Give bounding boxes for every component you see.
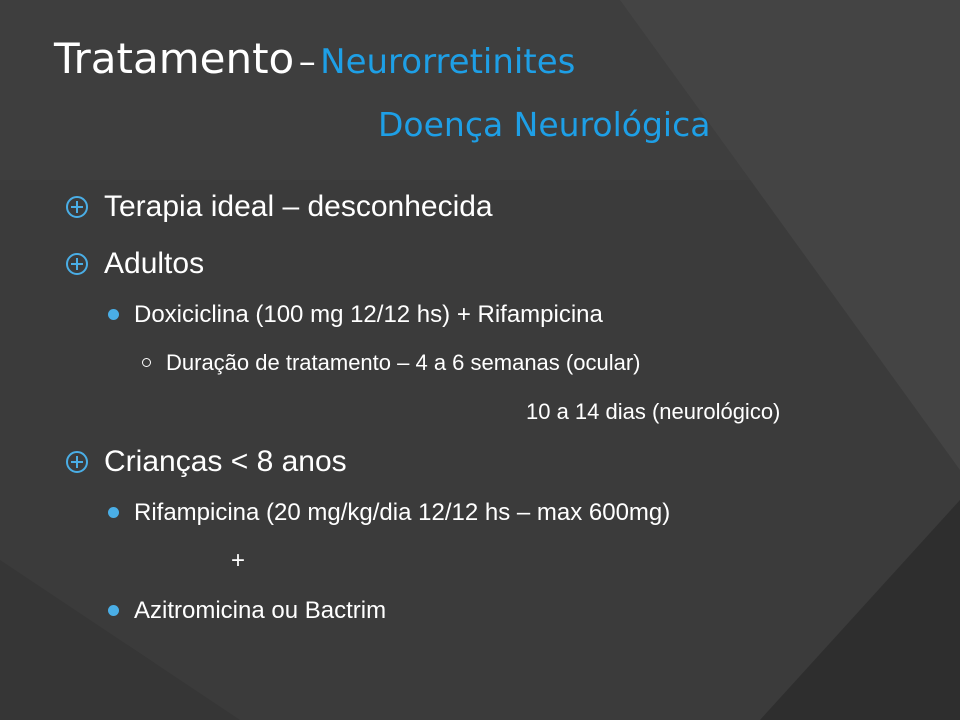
slide-title	[54, 34, 576, 83]
bullet-item-adultos: Adultos	[104, 247, 205, 280]
bullet-item-criancas: Crianças < 8 anos	[104, 445, 347, 478]
circled-plus-icon	[64, 194, 90, 220]
sub-item-azitromicina: Azitromicina ou Bactrim	[134, 597, 387, 624]
bullet-item-terapia: Terapia ideal – desconhecida	[104, 190, 493, 223]
filled-circle-icon	[108, 507, 119, 518]
detail-neurologico: 10 a 14 dias (neurológico)	[526, 399, 781, 424]
filled-circle-icon	[108, 605, 119, 616]
title-subtitle-1: Neurorretinites	[320, 42, 576, 82]
title-main: Tratamento	[54, 34, 295, 83]
filled-circle-icon	[108, 309, 119, 320]
detail-duracao: Duração de tratamento – 4 a 6 semanas (ocular)	[166, 350, 641, 375]
plus-sign: +	[231, 547, 246, 574]
hollow-circle-icon	[142, 358, 151, 367]
circled-plus-icon	[64, 449, 90, 475]
title-subtitle-2: Doença Neurológica	[378, 105, 711, 144]
sub-item-doxiciclina: Doxiciclina (100 mg 12/12 hs) + Rifampicina	[134, 301, 603, 328]
circled-plus-icon	[64, 251, 90, 277]
title-separator: –	[298, 42, 316, 82]
sub-item-rifampicina: Rifampicina (20 mg/kg/dia 12/12 hs – max 600mg)	[134, 499, 671, 526]
